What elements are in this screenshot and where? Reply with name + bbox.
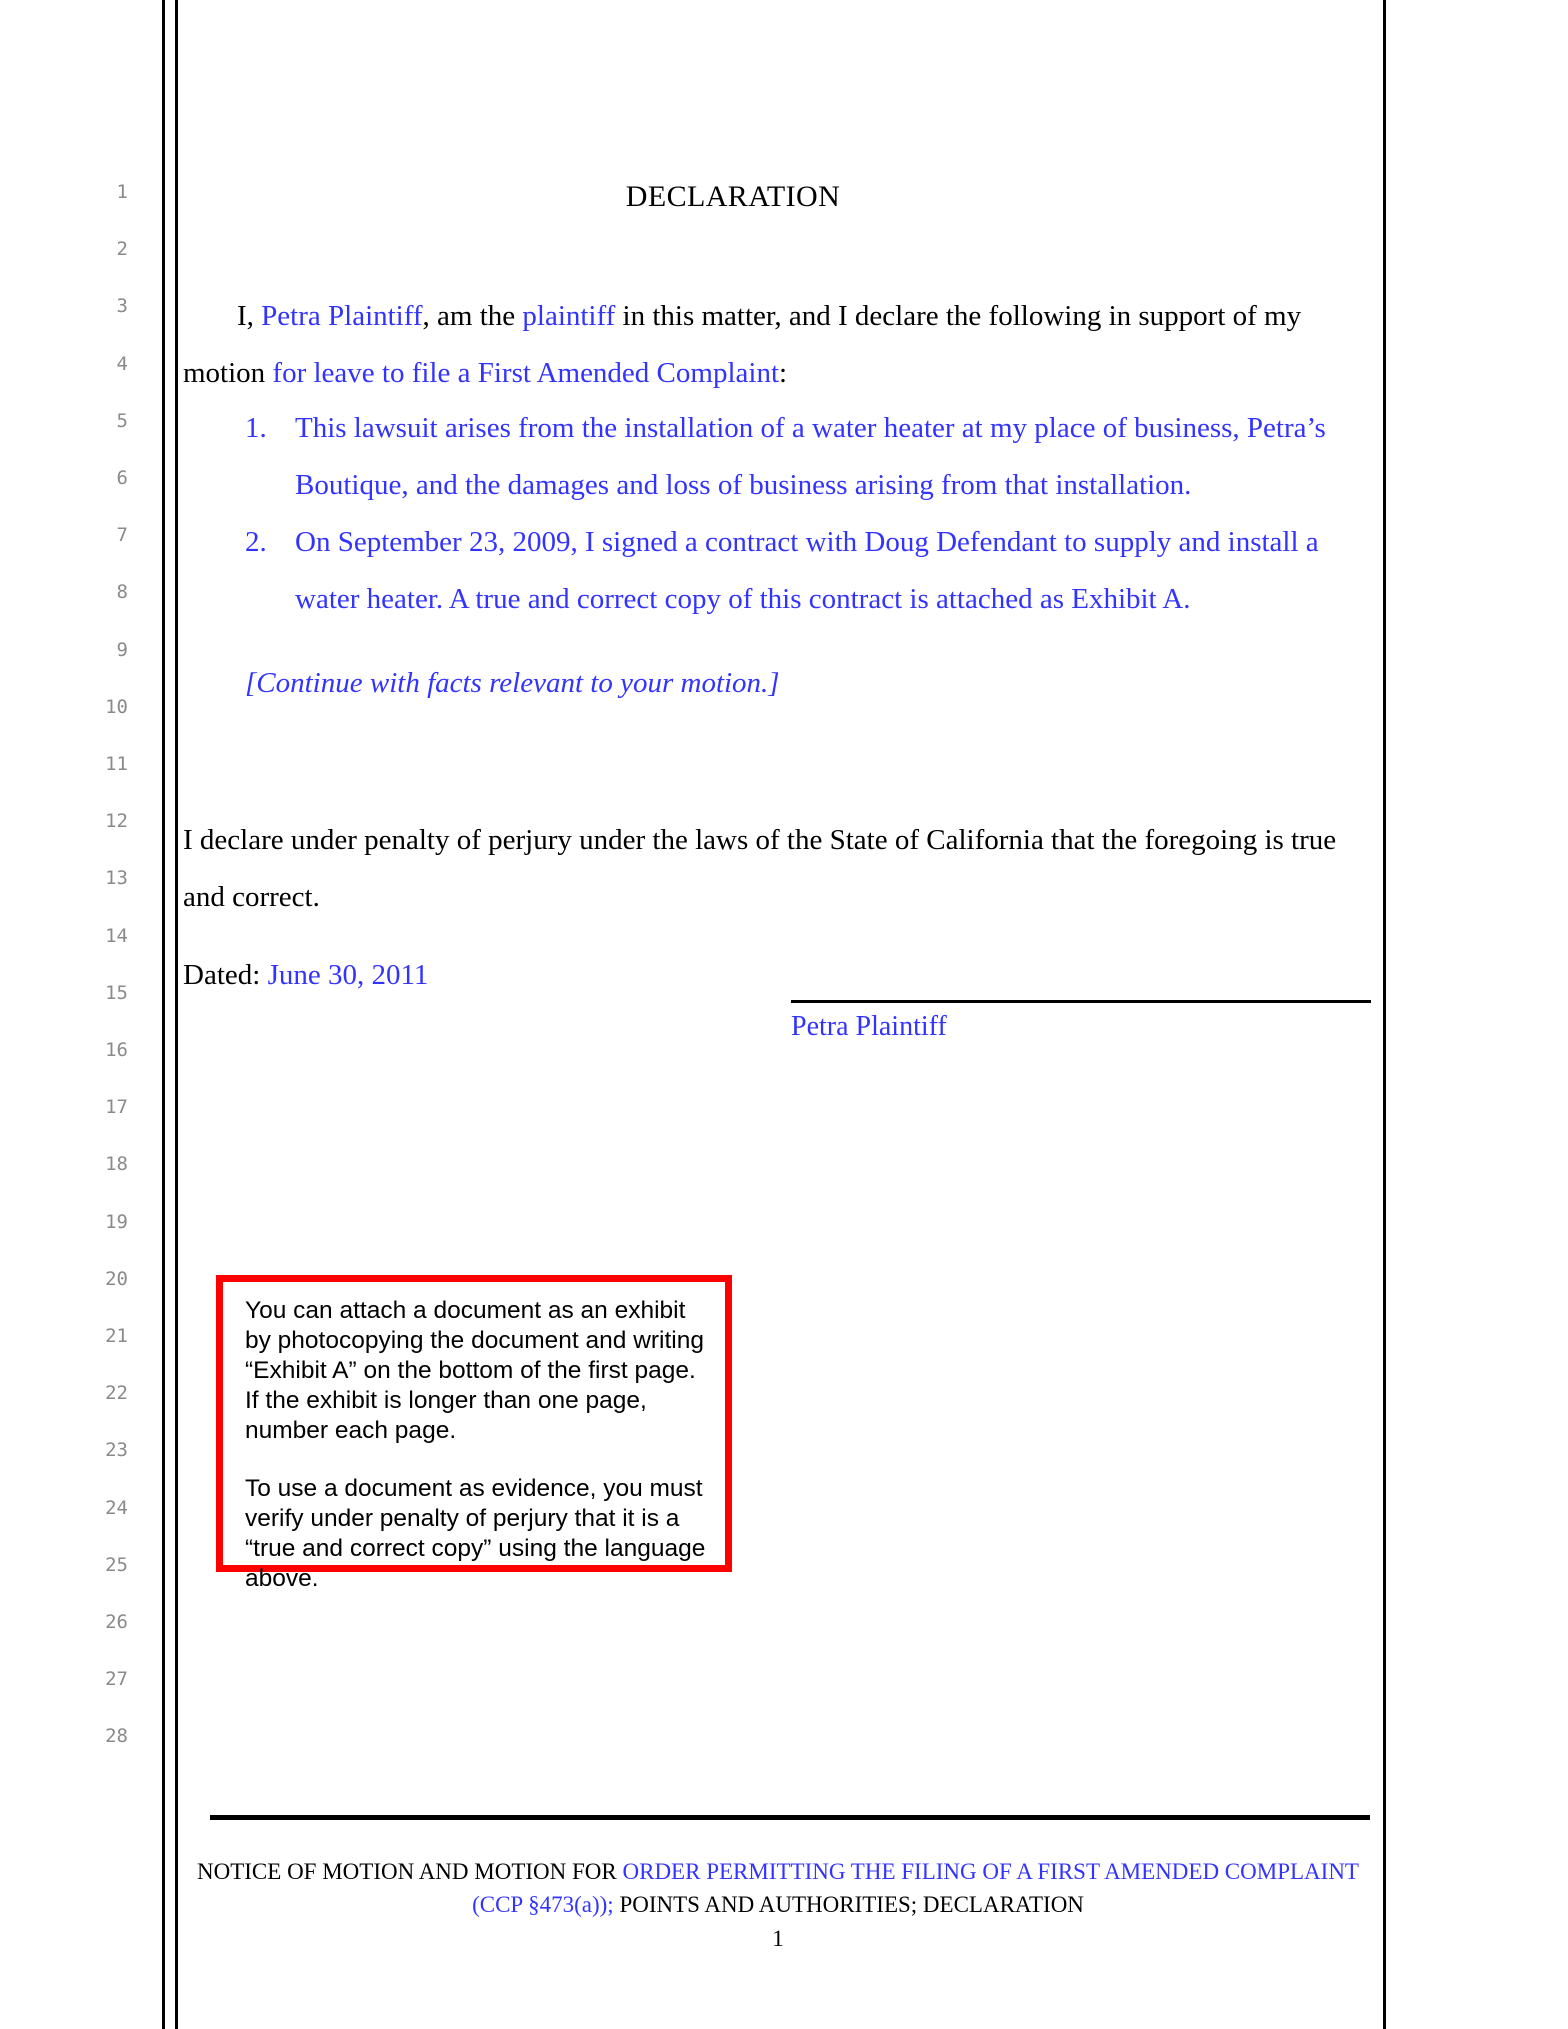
- line-number: 18: [105, 1153, 128, 1176]
- intro-seg2: , am the: [422, 300, 523, 332]
- line-number: 26: [105, 1611, 128, 1633]
- line-number: 15: [105, 981, 128, 1004]
- declarant-role: plaintiff: [522, 300, 616, 332]
- callout-paragraph-1: You can attach a document as an exhibit by photocopying the document and writing “Exhibit A” on the bottom of the first page. If the exhibit is longer than one page, number each page.: [245, 1297, 704, 1444]
- line-number: 4: [116, 352, 128, 375]
- intro-seg3: in this matter, and I declare the following in support of my motion: [183, 300, 1302, 389]
- signature-block: [791, 1000, 1371, 1047]
- line-number: 17: [105, 1096, 128, 1119]
- line-number: 9: [116, 638, 128, 661]
- line-number: 24: [105, 1496, 128, 1519]
- line-number: 23: [105, 1439, 128, 1462]
- callout-paragraph-2: To use a document as evidence, you must verify under penalty of perjury that it is a “true and correct copy” using the language above.: [245, 1475, 706, 1592]
- intro-paragraph: [183, 288, 1363, 402]
- left-margin-rule-outer: [162, 0, 165, 2029]
- line-number: 28: [105, 1725, 128, 1748]
- line-number: 2: [116, 238, 128, 261]
- signature-line: [791, 1000, 1371, 1003]
- footer-line-2: [183, 1888, 1373, 1921]
- signature-name: Petra Plaintiff: [791, 1011, 947, 1042]
- line-number: 16: [105, 1039, 128, 1061]
- facts-list: [183, 400, 1363, 628]
- dated-label: Dated:: [183, 959, 261, 991]
- list-marker: 1.: [245, 412, 267, 444]
- line-number: 21: [105, 1325, 128, 1347]
- footer-prefix: NOTICE OF MOTION AND MOTION FOR: [197, 1859, 623, 1884]
- line-number: 25: [105, 1553, 128, 1576]
- continue-instruction: [Continue with facts relevant to your motion.]: [245, 667, 780, 699]
- line-number: 3: [116, 295, 128, 318]
- line-number: 13: [105, 867, 128, 890]
- footer-caption: [183, 1855, 1373, 1921]
- line-number: 22: [105, 1382, 128, 1405]
- motion-description: for leave to file a First Amended Complaint: [272, 357, 780, 389]
- right-margin-rule: [1383, 0, 1386, 2029]
- footer-motion-title: ORDER PERMITTING THE FILING OF A FIRST AMENDED COMPLAINT: [622, 1859, 1359, 1884]
- list-marker: 2.: [245, 526, 267, 558]
- line-number: 8: [116, 581, 128, 604]
- footer-code-citation: (CCP §473(a));: [472, 1892, 614, 1917]
- perjury-paragraph: I declare under penalty of perjury under the laws of the State of California that the foregoing is true and correct.: [183, 824, 1337, 913]
- list-item-text: On September 23, 2009, I signed a contract with Doug Defendant to supply and install a water heater. A true and correct copy of this contract is attached as Exhibit A.: [295, 526, 1319, 615]
- line-number: 11: [105, 753, 128, 775]
- line-number: 14: [105, 924, 128, 947]
- footer-suffix: POINTS AND AUTHORITIES; DECLARATION: [613, 1892, 1084, 1917]
- intro-seg4: :: [779, 357, 788, 389]
- document-body: [183, 0, 1378, 2029]
- footer-divider: [210, 1815, 1370, 1820]
- line-number: 6: [116, 467, 128, 489]
- line-number: 7: [116, 524, 128, 547]
- line-number: 10: [105, 695, 128, 718]
- line-number: 19: [105, 1210, 128, 1233]
- line-number: 1: [116, 181, 128, 203]
- instruction-callout: [216, 1275, 732, 1592]
- left-margin-rule-inner: [175, 0, 178, 2029]
- line-number: 5: [116, 409, 128, 432]
- line-number: 27: [105, 1668, 128, 1691]
- list-item: [183, 400, 1363, 514]
- intro-seg1: I,: [237, 300, 262, 332]
- page-number: 1: [772, 1926, 784, 1951]
- declarant-name: Petra Plaintiff: [261, 300, 423, 332]
- dated-value: June 30, 2011: [267, 959, 429, 991]
- footer-line-1: [183, 1855, 1373, 1888]
- line-number-column: [0, 0, 150, 2029]
- line-number: 20: [105, 1267, 128, 1290]
- dated-line: [183, 947, 428, 1004]
- list-item-text: This lawsuit arises from the installation of a water heater at my place of business, Petra’s Boutique, and the damages and loss of business arising from that installation.: [295, 412, 1326, 501]
- list-item: [183, 514, 1363, 628]
- line-number: 12: [105, 810, 128, 833]
- page-title: DECLARATION: [625, 180, 841, 213]
